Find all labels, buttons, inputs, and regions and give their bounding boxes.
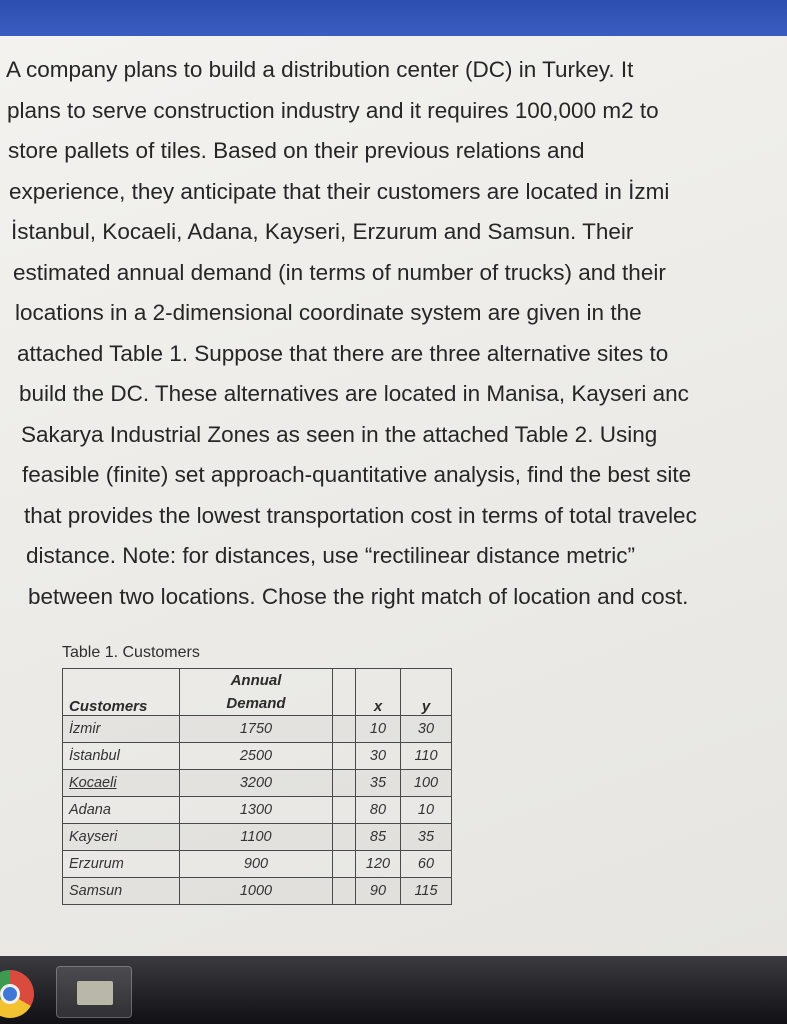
header-x: x — [356, 669, 401, 716]
cell-x: 90 — [356, 878, 401, 905]
customers-table — [62, 668, 452, 905]
cell-spacer — [333, 743, 356, 770]
statement-line: attached Table 1. Suppose that there are three alternative sites to — [17, 340, 669, 366]
header-customers: Customers — [63, 669, 180, 716]
statement-line: experience, they anticipate that their customers are located in İzmi — [9, 178, 670, 204]
statement-line: distance. Note: for distances, use “rectilinear distance metric” — [26, 543, 636, 568]
cell-y: 110 — [401, 743, 452, 770]
cell-spacer — [333, 770, 356, 797]
statement-line: plans to serve construction industry and it requires 100,000 m2 to — [7, 97, 659, 123]
cell-demand: 3200 — [180, 770, 333, 797]
cell-customer: Kayseri — [63, 824, 180, 851]
statement-line: Sakarya Industrial Zones as seen in the attached Table 2. Using — [21, 421, 658, 447]
window-top-bar — [0, 0, 787, 36]
cell-y: 35 — [401, 824, 452, 851]
statement-line: that provides the lowest transportation cost in terms of total travelec — [24, 502, 697, 528]
statement-line: feasible (finite) set approach-quantitative analysis, find the best site — [22, 462, 692, 487]
cell-y: 100 — [401, 770, 452, 797]
cell-x: 35 — [356, 770, 401, 797]
cell-demand: 1750 — [180, 716, 333, 743]
chrome-icon[interactable] — [0, 970, 34, 1018]
cell-x: 80 — [356, 797, 401, 824]
cell-x: 85 — [356, 824, 401, 851]
statement-line: store pallets of tiles. Based on their previous relations and — [8, 138, 585, 163]
header-annual-demand — [180, 669, 333, 716]
cell-spacer — [333, 716, 356, 743]
table-row — [63, 851, 452, 878]
cell-spacer — [333, 797, 356, 824]
cell-spacer — [333, 851, 356, 878]
header-spacer — [333, 669, 356, 716]
header-demand-line1: Annual — [230, 672, 282, 689]
cell-y: 60 — [401, 851, 452, 878]
cell-x: 30 — [356, 743, 401, 770]
table-header-row — [63, 669, 452, 716]
statement-line: locations in a 2-dimensional coordinate system are given in the — [15, 300, 642, 325]
cell-customer: Samsun — [63, 878, 180, 905]
cell-demand: 900 — [180, 851, 333, 878]
cell-customer: İstanbul — [63, 743, 180, 770]
cell-demand: 2500 — [180, 743, 333, 770]
statement-line: build the DC. These alternatives are located in Manisa, Kayseri anc — [19, 381, 689, 406]
statement-line: İstanbul, Kocaeli, Adana, Kayseri, Erzurum and Samsun. Their — [11, 219, 634, 244]
table-caption: Table 1. Customers — [62, 644, 200, 661]
cell-y: 30 — [401, 716, 452, 743]
cell-demand: 1300 — [180, 797, 333, 824]
statement-line: A company plans to build a distribution center (DC) in Turkey. It — [6, 57, 634, 82]
table-row — [63, 824, 452, 851]
table-row — [63, 716, 452, 743]
cell-customer: Adana — [63, 797, 180, 824]
cell-x: 120 — [356, 851, 401, 878]
cell-spacer — [333, 824, 356, 851]
header-y: y — [401, 669, 452, 716]
table-row — [63, 878, 452, 905]
files-icon[interactable] — [56, 966, 132, 1018]
table-row — [63, 743, 452, 770]
table-row — [63, 770, 452, 797]
cell-x: 10 — [356, 716, 401, 743]
cell-y: 115 — [401, 878, 452, 905]
cell-customer: Erzurum — [63, 851, 180, 878]
taskbar — [0, 956, 787, 1024]
cell-customer: İzmir — [63, 716, 180, 743]
problem-statement — [6, 50, 787, 617]
cell-demand: 1000 — [180, 878, 333, 905]
cell-customer: Kocaeli — [63, 770, 180, 797]
cell-y: 10 — [401, 797, 452, 824]
statement-line: estimated annual demand (in terms of number of trucks) and their — [13, 259, 666, 285]
table-row — [63, 797, 452, 824]
statement-line: between two locations. Chose the right match of location and cost. — [28, 583, 689, 609]
cell-spacer — [333, 878, 356, 905]
header-demand-line2: Demand — [226, 695, 286, 712]
cell-demand: 1100 — [180, 824, 333, 851]
